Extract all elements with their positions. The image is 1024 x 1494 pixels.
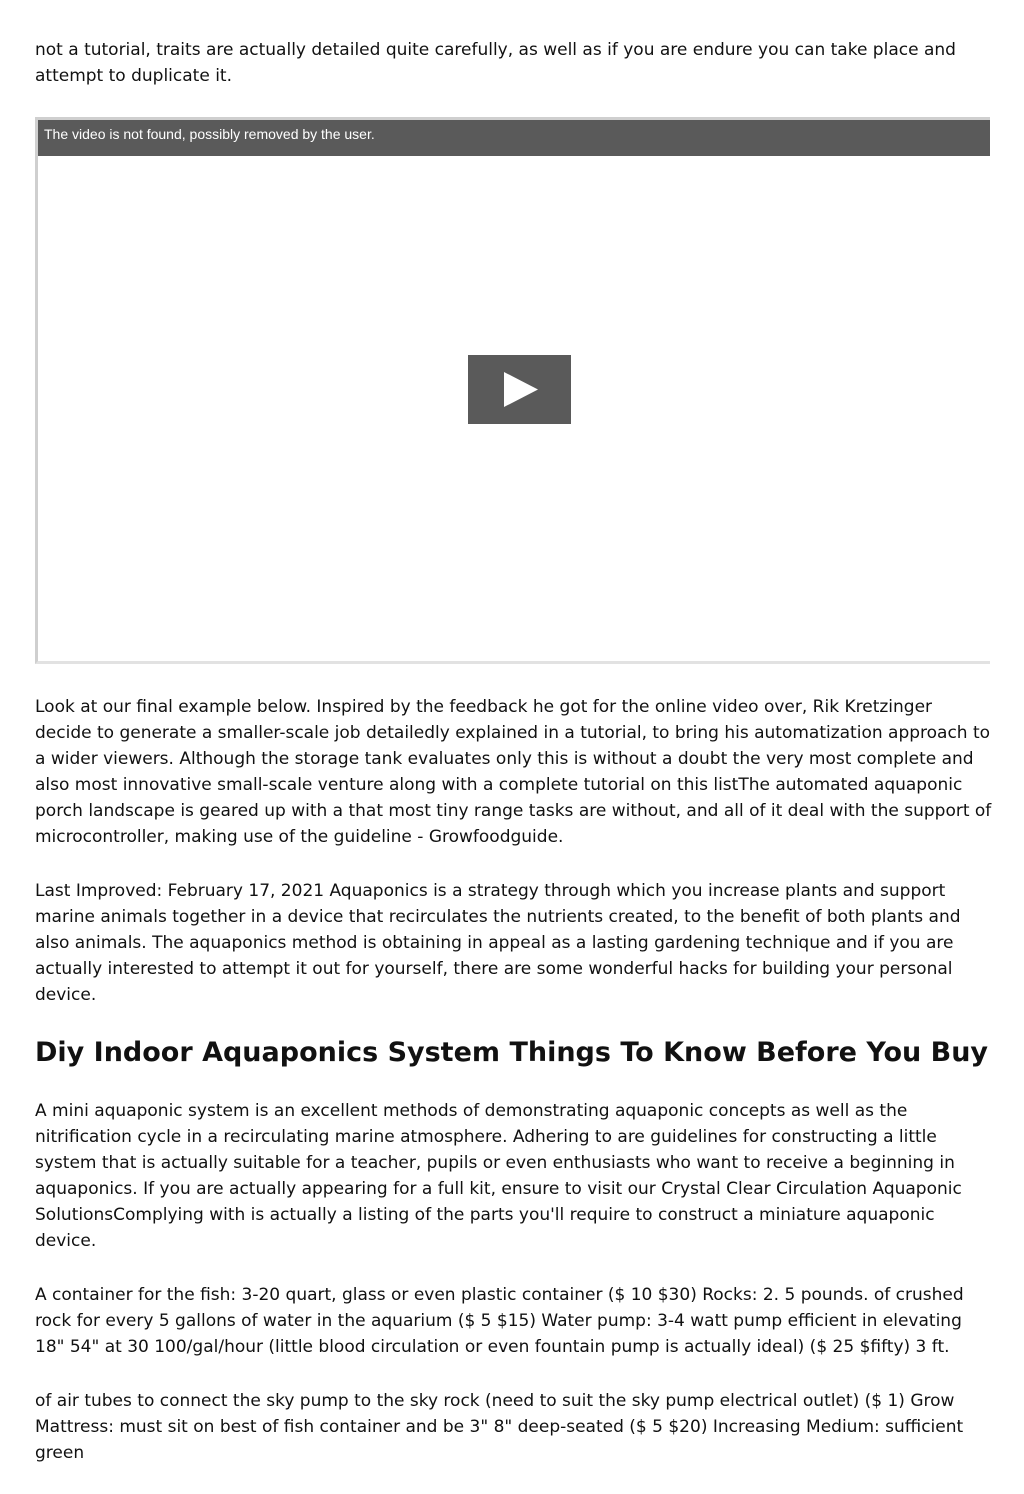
section-paragraph: A container for the fish: 3-20 quart, glass or even plastic container ($ 10 $30) Rocks: 2. 5 pounds. of crushed rock for every 5 gallons of water in the aquarium ($ 5 $15) Water pump: 3-4 watt pump efficient in elevating 18" 54" at 30 100/gal/hour (little blood circulation or even fountain pump is actually ideal) ($ 25 $fifty) 3 ft.	[35, 1285, 964, 1357]
video-player[interactable]	[35, 117, 990, 664]
play-icon	[504, 372, 538, 407]
intro-paragraph: not a tutorial, traits are actually detailed quite carefully, as well as if you are endure you can take place and attempt to duplicate it.	[35, 40, 956, 86]
body-paragraph: Look at our final example below. Inspired by the feedback he got for the online video over, Rik Kretzinger decide to generate a smaller-scale job detailedly explained in a tutorial, to bring his automatization approach to a wider viewers. Although the storage tank evaluates only this is without a doubt the very most complete and also most innovative small-scale venture along with a complete tutorial on this listThe automated aquaponic porch landscape is geared up with a that most tiny range tasks are without, and all of it deal with the support of microcontroller, making use of the guideline - Growfoodguide.	[35, 697, 992, 847]
body-paragraph: Last Improved: February 17, 2021 Aquaponics is a strategy through which you increase plants and support marine animals together in a device that recirculates the nutrients created, to the benefit of both plants and also animals. The aquaponics method is obtaining in appeal as a lasting gardening technique and if you are actually interested to attempt it out for yourself, there are some wonderful hacks for building your personal device.	[35, 881, 961, 1005]
section-paragraph: A mini aquaponic system is an excellent methods of demonstrating aquaponic concepts as well as the nitrification cycle in a recirculating marine atmosphere. Adhering to are guidelines for constructing a little system that is actually suitable for a teacher, pupils or even enthusiasts who want to receive a beginning in aquaponics. If you are actually appearing for a full kit, ensure to visit our Crystal Clear Circulation Aquaponic SolutionsComplying with is actually a listing of the parts you'll require to construct a miniature aquaponic device.	[35, 1101, 962, 1251]
section-paragraph: of air tubes to connect the sky pump to the sky rock (need to suit the sky pump electrical outlet) ($ 1) Grow Mattress: must sit on best of fish container and be 3" 8" deep-seated ($ 5 $20) Increasing Medium: sufficient green	[35, 1391, 964, 1463]
section-heading: Diy Indoor Aquaponics System Things To Know Before You Buy	[35, 1037, 989, 1068]
video-error-bar: The video is not found, possibly removed by the user.	[38, 120, 990, 156]
article-content	[35, 37, 993, 1494]
play-button[interactable]	[468, 355, 571, 424]
